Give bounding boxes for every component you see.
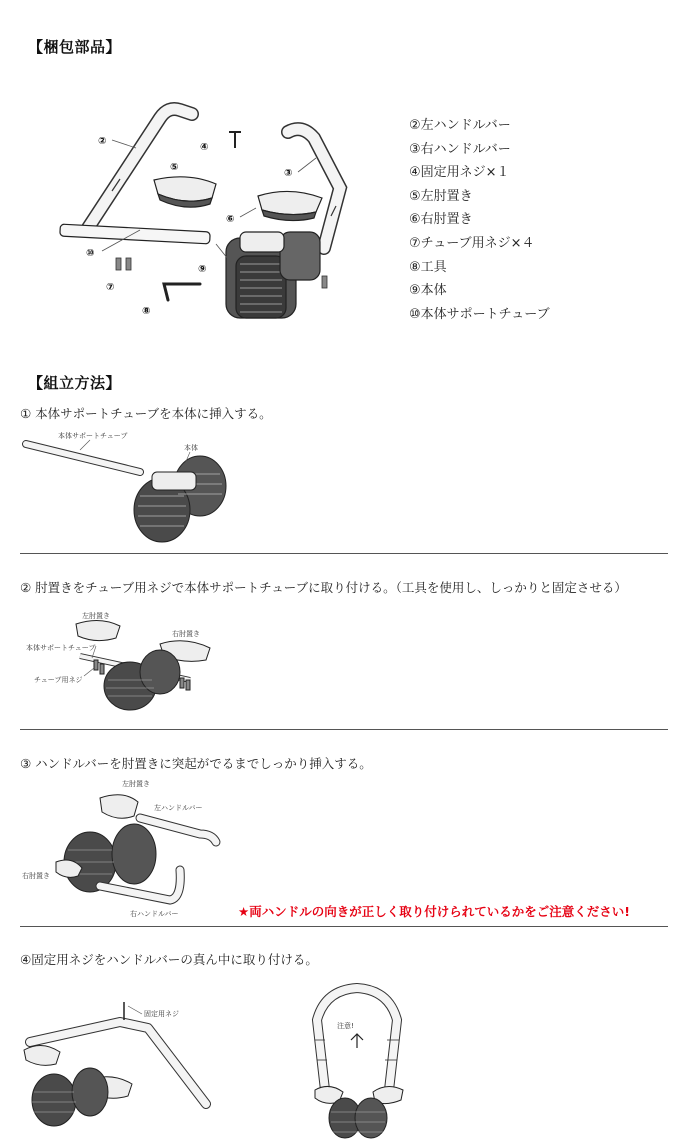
part-item-tube-screws: ⑦チューブ用ネジ×４ <box>409 235 535 251</box>
svg-text:④: ④ <box>200 142 209 153</box>
step-3-label-right-bar: 右ハンドルバー <box>130 910 179 918</box>
step-1-label-tube: 本体サポートチューブ <box>58 432 128 440</box>
step-4-illustration-b <box>295 980 425 1142</box>
svg-text:⑩: ⑩ <box>86 248 95 259</box>
step-3-label-right-rest: 右肘置き <box>22 872 50 880</box>
part-item-tool: ⑧工具 <box>409 259 447 275</box>
step-4-text: ④固定用ネジをハンドルバーの真ん中に取り付ける。 <box>20 952 318 967</box>
svg-text:⑥: ⑥ <box>226 214 235 225</box>
step-separator <box>20 553 668 554</box>
svg-text:⑦: ⑦ <box>106 282 115 293</box>
part-item-body: ⑨本体 <box>409 283 447 299</box>
svg-text:②: ② <box>98 136 107 147</box>
step-1-illustration <box>20 426 250 546</box>
step-2-label-screw: チューブ用ネジ <box>34 676 83 684</box>
svg-text:⑨: ⑨ <box>198 264 207 275</box>
svg-text:③: ③ <box>284 168 293 179</box>
assembly-section-title: 【組立方法】 <box>28 374 122 392</box>
svg-text:⑤: ⑤ <box>170 162 179 173</box>
step-4-label-screw: 固定用ネジ <box>144 1010 179 1018</box>
step-2-label-right-rest: 右肘置き <box>172 630 200 638</box>
part-item-right-handle: ③右ハンドルバー <box>409 141 511 157</box>
part-item-support-tube: ⑩本体サポートチューブ <box>409 306 550 322</box>
step-4-label-caution: 注意! <box>337 1022 354 1030</box>
step-2-illustration <box>20 606 240 716</box>
svg-text:⑧: ⑧ <box>142 306 151 317</box>
parts-list <box>409 114 550 326</box>
step-3-label-left-rest: 左肘置き <box>122 780 150 788</box>
part-item-left-elbow-rest: ⑤左肘置き <box>409 188 473 204</box>
warning-note: ★両ハンドルの向きが正しく取り付けられているかをご注意ください! <box>238 904 630 919</box>
step-4-illustration-a <box>20 994 220 1140</box>
step-2-label-tube: 本体サポートチューブ <box>26 644 96 652</box>
step-1-text: ① 本体サポートチューブを本体に挿入する。 <box>20 406 272 421</box>
step-3-text: ③ ハンドルバーを肘置きに突起がでるまでしっかり挿入する。 <box>20 756 372 771</box>
parts-illustration <box>40 88 400 328</box>
step-1-label-body: 本体 <box>184 444 198 452</box>
step-separator <box>20 729 668 730</box>
parts-section-title: 【梱包部品】 <box>28 38 122 56</box>
part-item-left-handle: ②左ハンドルバー <box>409 118 511 133</box>
part-item-right-elbow-rest: ⑥右肘置き <box>409 212 473 228</box>
step-2-label-left-rest: 左肘置き <box>82 612 110 620</box>
part-item-fixing-screw: ④固定用ネジ×１ <box>409 165 510 181</box>
step-3-illustration <box>20 778 250 922</box>
step-2-text: ② 肘置きをチューブ用ネジで本体サポートチューブに取り付ける。（工具を使用し、しっかりと固定させる） <box>20 580 627 595</box>
step-3-label-left-bar: 左ハンドルバー <box>154 804 203 812</box>
step-separator <box>20 926 668 927</box>
